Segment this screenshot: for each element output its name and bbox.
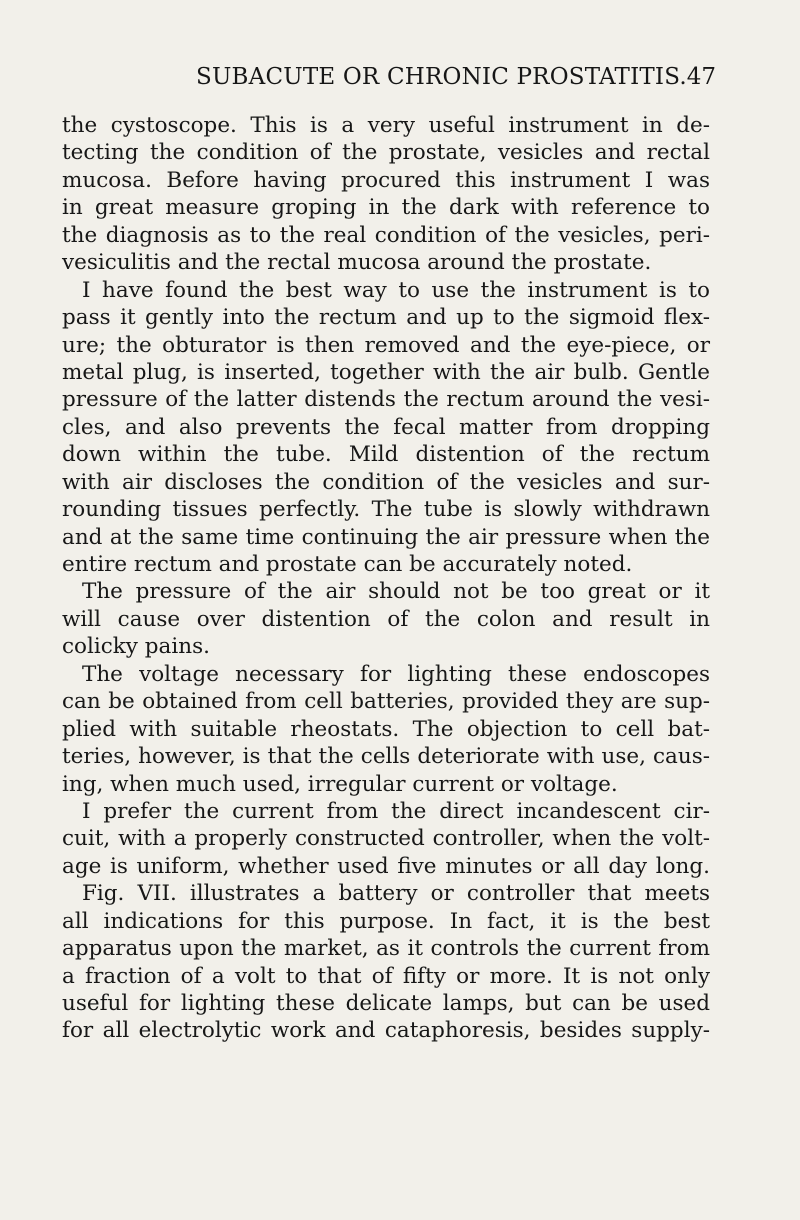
text-line: in great measure groping in the dark with reference to <box>62 195 710 221</box>
text-line: ure; the obturator is then removed and the eye-piece, or <box>62 332 710 358</box>
text-line: entire rectum and prostate can be accurately noted. <box>62 552 633 577</box>
text-line: I prefer the current from the direct incandescent cir- <box>82 798 710 824</box>
text-line: pressure of the latter distends the rectum around the vesi- <box>62 387 710 413</box>
text-line: useful for lighting these delicate lamps, but can be used <box>62 991 710 1016</box>
text-line: The voltage necessary for lighting these endoscopes <box>82 661 710 687</box>
page-number: 47 <box>686 64 716 90</box>
text-line: and at the same time continuing the air pressure when the <box>62 524 710 550</box>
text-line: cuit, with a properly constructed controller, when the volt- <box>62 826 710 852</box>
text-line: plied with suitable rheostats. The objection to cell bat- <box>62 716 710 742</box>
text-line: apparatus upon the market, as it controls the current from <box>62 936 710 962</box>
text-line: a fraction of a volt to that of fifty or more. It is not only <box>62 963 710 989</box>
text-line: teries, however, is that the cells deteriorate with use, caus- <box>62 744 710 770</box>
text-line: all indications for this purpose. In fact, it is the best <box>62 908 710 934</box>
text-line: rounding tissues perfectly. The tube is slowly withdrawn <box>62 497 710 523</box>
text-line: age is uniform, whether used five minutes or all day long. <box>62 853 710 879</box>
text-line: can be obtained from cell batteries, provided they are sup- <box>62 689 710 715</box>
text-line: vesiculitis and the rectal mucosa around the prostate. <box>62 250 652 276</box>
text-line: Fig. VII. illustrates a battery or controller that meets <box>82 881 710 907</box>
text-line: The pressure of the air should not be too great or it <box>82 579 710 605</box>
text-line: mucosa. Before having procured this instrument I was <box>62 167 710 193</box>
text-line: cles, and also prevents the fecal matter from dropping <box>62 414 710 440</box>
running-head: SUBACUTE OR CHRONIC PROSTATITIS. <box>196 64 687 90</box>
text-line: colicky pains. <box>62 634 210 660</box>
text-line: for all electrolytic work and cataphoresis, besides supply- <box>62 1018 710 1044</box>
text-line: tecting the condition of the prostate, vesicles and rectal <box>62 140 710 166</box>
text-line: with air discloses the condition of the vesicles and sur- <box>62 469 710 495</box>
text-line: pass it gently into the rectum and up to the sigmoid flex- <box>62 305 710 331</box>
body-text <box>62 112 722 1045</box>
text-line: metal plug, is inserted, together with the air bulb. Gentle <box>62 359 710 385</box>
text-line: will cause over distention of the colon and result in <box>62 606 710 632</box>
text-line: the cystoscope. This is a very useful instrument in de- <box>62 113 710 138</box>
text-line: I have found the best way to use the instrument is to <box>82 277 710 303</box>
text-line: down within the tube. Mild distention of the rectum <box>62 442 710 468</box>
text-line: ing, when much used, irregular current or voltage. <box>62 771 618 797</box>
page-header <box>196 64 716 100</box>
text-line: the diagnosis as to the real condition of the vesicles, peri- <box>62 222 710 248</box>
